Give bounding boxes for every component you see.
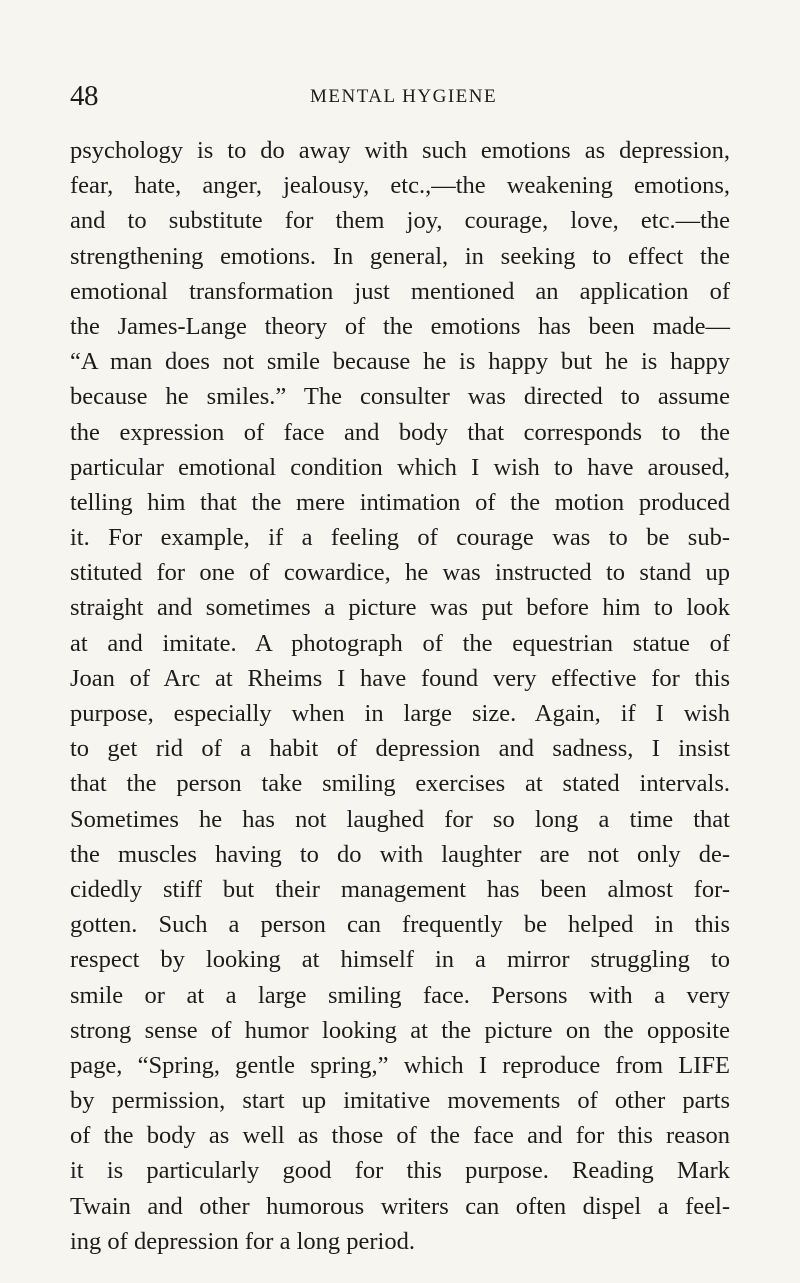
text-line: that the person take smiling exercises at stated intervals. (70, 770, 730, 798)
text-line: respect by looking at himself in a mirror struggling to (70, 946, 730, 974)
text-line: to get rid of a habit of depression and sadness, I insist (70, 735, 730, 763)
text-line: Sometimes he has not laughed for so long a time that (70, 805, 730, 833)
text-line: the expression of face and body that corresponds to the (70, 418, 730, 446)
text-line: it is particularly good for this purpose. Reading Mark (70, 1157, 730, 1185)
page-number: 48 (70, 80, 98, 112)
text-line: telling him that the mere intimation of the motion produced (70, 488, 730, 516)
text-line: strengthening emotions. In general, in seeking to effect the (70, 242, 730, 270)
text-line: emotional transformation just mentioned an application of (70, 277, 730, 305)
text-line: Joan of Arc at Rheims I have found very effective for this (70, 664, 730, 692)
text-line: page, “Spring, gentle spring,” which I reproduce from LIFE (70, 1051, 730, 1079)
text-line: the muscles having to do with laughter are not only de- (70, 840, 730, 868)
text-line: because he smiles.” The consulter was directed to assume (70, 383, 730, 411)
text-line: and to substitute for them joy, courage, love, etc.—the (70, 207, 730, 235)
text-line: it. For example, if a feeling of courage was to be sub- (70, 524, 730, 552)
text-line: psychology is to do away with such emotions as depression, (70, 137, 730, 164)
text-line: Twain and other humorous writers can often dispel a feel- (70, 1192, 730, 1220)
text-line: “A man does not smile because he is happy but he is happy (70, 348, 730, 376)
text-line: smile or at a large smiling face. Persons with a very (70, 981, 730, 1009)
text-line: ing of depression for a long period. (70, 1227, 415, 1255)
text-line: the James-Lange theory of the emotions has been made— (70, 312, 730, 340)
text-line: fear, hate, anger, jealousy, etc.,—the weakening emotions, (70, 172, 730, 200)
text-line: stituted for one of cowardice, he was instructed to stand up (70, 559, 730, 587)
text-line: straight and sometimes a picture was put before him to look (70, 594, 730, 622)
running-head: MENTAL HYGIENE (310, 86, 498, 107)
body-paragraph (70, 133, 730, 1259)
text-line: particular emotional condition which I wish to have aroused, (70, 453, 730, 481)
page-header (70, 78, 730, 114)
text-line: gotten. Such a person can frequently be helped in this (70, 911, 730, 939)
text-line: of the body as well as those of the face and for this reason (70, 1122, 730, 1150)
text-line: strong sense of humor looking at the picture on the opposite (70, 1016, 730, 1044)
text-line: cidedly stiff but their management has been almost for- (70, 875, 730, 903)
text-line: by permission, start up imitative movements of other parts (70, 1087, 730, 1115)
text-line: purpose, especially when in large size. Again, if I wish (70, 700, 730, 727)
text-line: at and imitate. A photograph of the equestrian statue of (70, 629, 730, 657)
